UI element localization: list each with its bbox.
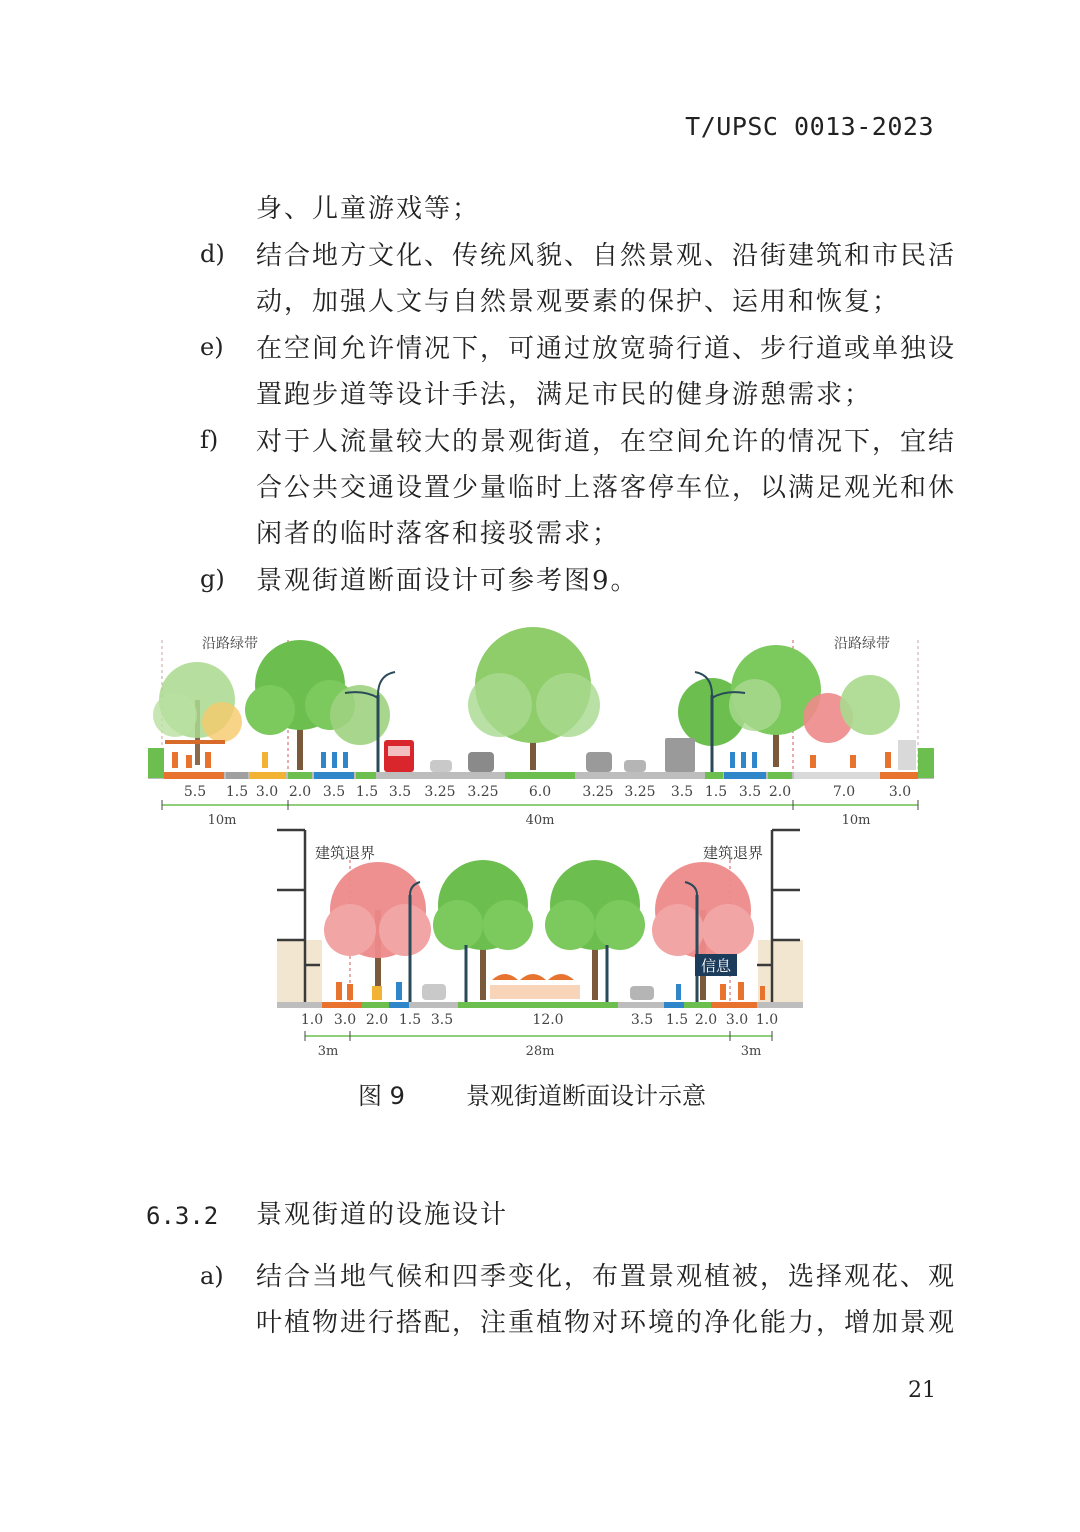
top-right-zone-label: 沿路绿带 — [834, 636, 890, 652]
canopy-icon — [165, 740, 225, 744]
section-number: 6.3.2 — [146, 1202, 219, 1230]
list-label-d: d) — [200, 240, 225, 268]
list-item-g-line1: 景观街道断面设计可参考图9。 — [256, 566, 639, 596]
bottom-left-zone-label: 建筑退界 — [314, 844, 376, 862]
width-label: 3.5 — [430, 1012, 454, 1028]
width-label: 3.25 — [424, 784, 456, 800]
kiosk-icon — [898, 740, 916, 770]
width-label: 3.0 — [333, 1012, 357, 1028]
total-width-label: 3m — [317, 1044, 339, 1059]
width-label: 3.5 — [670, 784, 694, 800]
list-item-d-line2: 动，加强人文与自然景观要素的保护、运用和恢复； — [256, 287, 901, 317]
list-item-f-line2: 合公共交通设置少量临时上落客停车位，以满足观光和休 — [256, 473, 957, 503]
tree-icon — [652, 862, 754, 1000]
green-edge-right — [918, 748, 934, 778]
list-item-d-line1: 结合地方文化、传统风貌、自然景观、沿街建筑和市民活 — [256, 241, 957, 271]
total-width-label: 3m — [740, 1044, 762, 1059]
width-label: 1.0 — [755, 1012, 779, 1028]
truck-icon — [665, 738, 695, 772]
bottom-street-section — [277, 830, 803, 1059]
total-width-label: 10m — [841, 813, 871, 828]
tree-icon — [468, 627, 600, 770]
width-label: 1.5 — [665, 1012, 689, 1028]
street-section-figure — [0, 620, 1080, 1070]
page-number: 21 — [908, 1378, 936, 1403]
section-title: 景观街道的设施设计 — [256, 1200, 509, 1230]
width-label: 7.0 — [832, 784, 856, 800]
list-item-e-line2: 置跑步道等设计手法，满足市民的健身游憩需求； — [256, 380, 873, 410]
width-label: 3.5 — [630, 1012, 654, 1028]
list-label-g: g) — [200, 565, 225, 593]
width-label: 1.5 — [398, 1012, 422, 1028]
width-label: 3.5 — [738, 784, 762, 800]
width-label: 2.0 — [694, 1012, 718, 1028]
width-label: 3.0 — [255, 784, 279, 800]
width-label: 3.25 — [582, 784, 614, 800]
width-label: 1.5 — [225, 784, 249, 800]
width-label: 3.5 — [388, 784, 412, 800]
width-label: 2.0 — [365, 1012, 389, 1028]
width-label: 3.25 — [624, 784, 656, 800]
list-item-f-line3: 闲者的临时落客和接驳需求； — [256, 519, 621, 549]
total-width-label: 10m — [207, 813, 237, 828]
tree-icon — [840, 675, 900, 735]
width-label: 3.25 — [467, 784, 499, 800]
list-item-e-line1: 在空间允许情况下，可通过放宽骑行道、步行道或单独设 — [256, 334, 957, 364]
cafe-umbrella-icons — [490, 974, 580, 999]
car-icon — [430, 760, 452, 772]
width-label: 2.0 — [288, 784, 312, 800]
info-sign — [695, 954, 737, 976]
list-label-e: e) — [200, 333, 224, 361]
list-label-a: a) — [200, 1262, 224, 1290]
tree-icon — [433, 860, 533, 1000]
total-width-label: 28m — [525, 1044, 555, 1059]
width-label: 3.5 — [322, 784, 346, 800]
top-left-zone-label: 沿路绿带 — [202, 636, 258, 652]
tree-icon — [324, 862, 431, 1000]
bottom-right-zone-label: 建筑退界 — [702, 844, 764, 862]
figure-caption-number: 图 9 — [358, 1082, 405, 1110]
total-width-label: 40m — [525, 813, 555, 828]
list-label-f: f) — [200, 426, 219, 454]
width-label: 3.0 — [725, 1012, 749, 1028]
car-icon — [586, 752, 612, 772]
width-label: 1.0 — [300, 1012, 324, 1028]
list-item-a-line1: 结合当地气候和四季变化，布置景观植被，选择观花、观 — [256, 1262, 957, 1292]
width-label: 12.0 — [532, 1012, 564, 1028]
width-label: 5.5 — [183, 784, 207, 800]
building-left — [277, 940, 322, 1005]
list-item-f-line1: 对于人流量较大的景观街道，在空间允许的情况下，宜结 — [256, 427, 957, 457]
tree-icon — [202, 702, 242, 742]
width-label: 3.0 — [888, 784, 912, 800]
document-code: T/UPSC 0013-2023 — [685, 112, 934, 141]
width-label: 6.0 — [528, 784, 552, 800]
list-continuation: 身、儿童游戏等； — [256, 194, 481, 224]
width-label: 2.0 — [768, 784, 792, 800]
width-label: 1.5 — [704, 784, 728, 800]
list-item-a-line2: 叶植物进行搭配，注重植物对环境的净化能力，增加景观 — [256, 1308, 957, 1338]
green-edge-left — [148, 748, 164, 778]
car-icon — [422, 984, 446, 1000]
tree-icon — [330, 685, 390, 745]
bus-icon — [384, 740, 414, 772]
car-icon — [630, 986, 654, 1000]
car-icon — [468, 752, 494, 772]
figure-caption-title: 景观街道断面设计示意 — [466, 1082, 706, 1110]
width-label: 1.5 — [355, 784, 379, 800]
car-icon — [624, 760, 646, 772]
info-sign-label: 信息 — [700, 957, 732, 975]
top-street-section — [148, 627, 934, 828]
